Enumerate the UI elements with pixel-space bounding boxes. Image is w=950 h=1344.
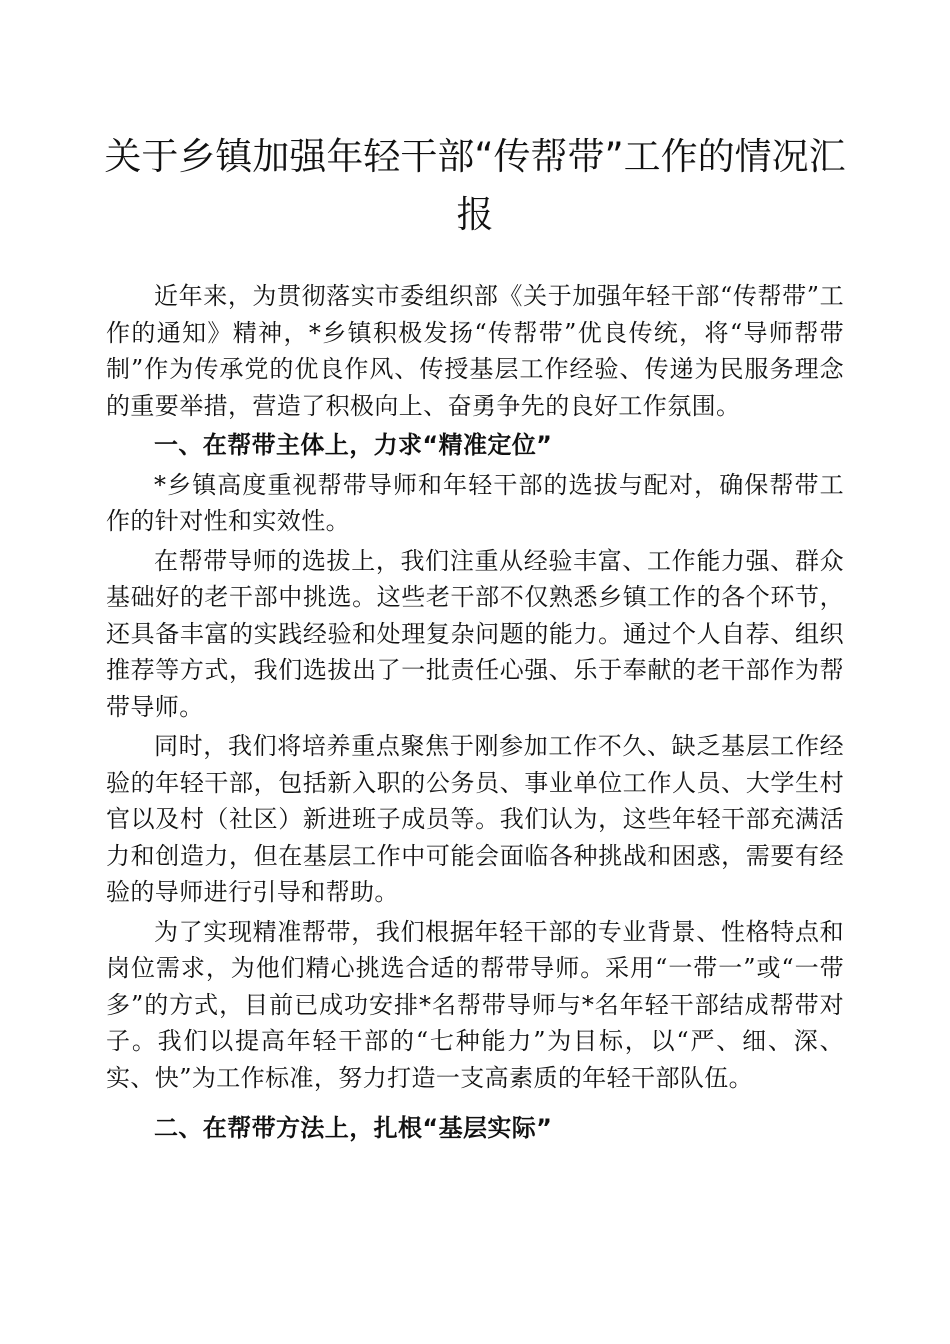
section-1-heading: 一、在帮带主体上，力求“精准定位” — [154, 431, 553, 459]
section-1-paragraph-3: 同时，我们将培养重点聚焦于刚参加工作不久、缺乏基层工作经验的年轻干部，包括新入职的公务员、事业单位工作人员、大学生村官以及村（社区）新进班子成员等。我们认为，这些年轻干部充满活力和创造力，但在基层工作中可能会面临各种挑战和困惑，需要有经验的导师进行引导和帮助。 — [106, 732, 844, 906]
section-1-paragraph-4: 为了实现精准帮带，我们根据年轻干部的专业背景、性格特点和岗位需求，为他们精心挑选合适的帮带导师。采用“一带一”或“一带多”的方式，目前已成功安排*名帮带导师与*名年轻干部结成帮带对子。我们以提高年轻干部的“七种能力”为目标，以“严、细、深、实、快”为工作标准，努力打造一支高素质的年轻干部队伍。 — [106, 917, 844, 1092]
section-1-paragraph-2: 在帮带导师的选拔上，我们注重从经验丰富、工作能力强、群众基础好的老干部中挑选。这些老干部不仅熟悉乡镇工作的各个环节，还具备丰富的实践经验和处理复杂问题的能力。通过个人自荐、组织推荐等方式，我们选拔出了一批责任心强、乐于奉献的老干部作为帮带导师。 — [106, 546, 844, 721]
intro-paragraph: 近年来，为贯彻落实市委组织部《关于加强年轻干部“传帮带”工作的通知》精神，*乡镇积极发扬“传帮带”优良传统，将“导师帮带制”作为传承党的优良作风、传授基层工作经验、传递为民服务理念的重要举措，营造了积极向上、奋勇争先的良好工作氛围。 — [106, 282, 844, 420]
section-1-paragraph-1: *乡镇高度重视帮带导师和年轻干部的选拔与配对，确保帮带工作的针对性和实效性。 — [106, 470, 844, 535]
section-2-heading: 二、在帮带方法上，扎根“基层实际” — [154, 1114, 553, 1142]
document-title: 关于乡镇加强年轻干部“传帮带”工作的情况汇报 — [104, 135, 846, 236]
document-body — [106, 278, 844, 1150]
